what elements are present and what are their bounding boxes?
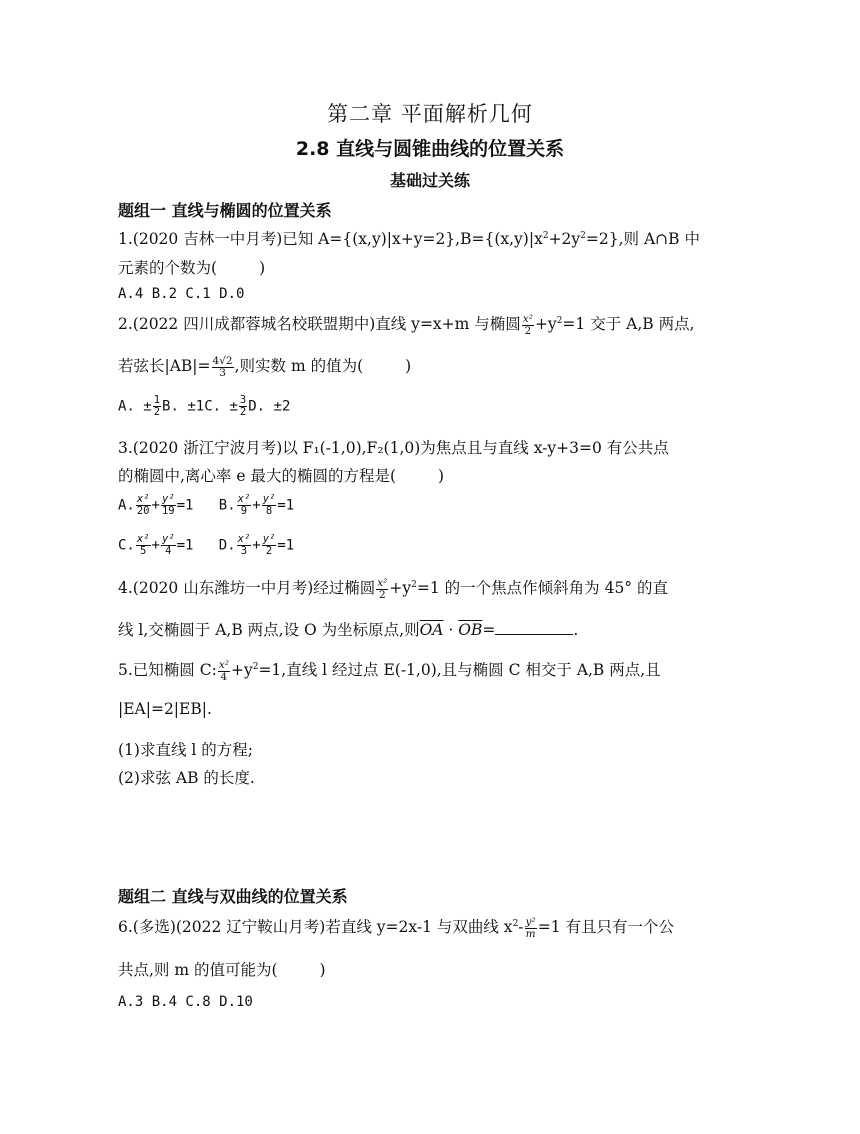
subsection-title: 基础过关练 (389, 171, 470, 190)
question-1: 1.(2020 吉林一中月考)已知 $A=\{(x,y)|x+y=2\},B=\{(x,y)|x^2+2y^2=2\}$,则 A∩B 中 (118, 230, 700, 248)
question-6-options: A.3 B.4 C.8 D.10 (118, 994, 253, 1010)
question-1-line2: 元素的个数为( ) (118, 259, 266, 277)
question-5-line2: |EA|=2|EB|. (118, 700, 212, 718)
fraction: $\frac{4√2}{3}$ (212, 354, 233, 379)
question-5: 5.已知椭圆 C: $\frac{\text{x²}}{4}$ $+y^2=1$,直线 l 经过点 E(-1,0),且与椭圆 C 相交于 A,B 两点,且 (118, 658, 661, 683)
question-1-options: A.4 B.2 C.1 D.0 (118, 286, 245, 302)
question-2: 2.(2022 四川成都蓉城名校联盟期中)直线 y=x+m 与椭圆 $\frac{\text{x²}}{2}$ $+y^2=1$ 交于 A,B 两点, (118, 312, 695, 337)
section-title: 2.8 直线与圆锥曲线的位置关系 (295, 138, 565, 160)
question-3-line2: 的椭圆中,离心率 e 最大的椭圆的方程是( ) (118, 467, 445, 485)
question-4-line2: 线 l,交椭圆于 A,B 两点,设 O 为坐标原点,则$\overline{OA} \cdot \overline{OB}=$ . (118, 621, 579, 639)
chapter-title: 第二章 平面解析几何 (327, 102, 533, 126)
question-4: 4.(2020 山东潍坊一中月考)经过椭圆 $\frac{\text{x²}}{2}$ $+y^2=1$ 的一个焦点作倾斜角为 45° 的直 (118, 576, 668, 601)
fraction: $\frac{\text{x²}}{2}$ (522, 312, 533, 337)
question-3-options-cd: C. $\frac{\text{x²}}{5}$ + $\frac{\text{y²}}{4}$ =1 D. $\frac{\text{x²}}{3}$ + $\frac{\text{y²}}{2}$ =1 (118, 533, 295, 557)
group2-title: 题组二 直线与双曲线的位置关系 (118, 887, 348, 906)
question-3: 3.(2020 浙江宁波月考)以 F₁(-1,0),F₂(1,0)为焦点且与直线 x-y+3=0 有公共点 (118, 439, 669, 457)
question-5-sub1: (1)求直线 l 的方程; (118, 741, 253, 759)
group1-title: 题组一 直线与椭圆的位置关系 (118, 201, 332, 220)
question-6-line2: 共点,则 m 的值可能为( ) (118, 961, 326, 979)
question-2-options: A. ± $\frac{1}{2}$ B. ±1C. ± $\frac{3}{2}$ D. ±2 (118, 394, 291, 418)
answer-blank[interactable] (495, 620, 573, 635)
question-3-options-ab: A. $\frac{\text{x²}}{20}$ + $\frac{\text{y²}}{19}$ =1 B. $\frac{\text{x²}}{9}$ + $\frac{\text{y²}}{8}$ =1 (118, 493, 295, 517)
question-6: 6.(多选)(2022 辽宁鞍山月考)若直线 y=2x-1 与双曲线 $x^2-$ $\frac{\text{y²}}{m}$ =1 有且只有一个公 (118, 915, 674, 940)
question-2-line2: 若弦长|AB|= $\frac{4√2}{3}$ ,则实数 m 的值为( ) (118, 354, 412, 379)
question-5-sub2: (2)求弦 AB 的长度. (118, 769, 255, 787)
